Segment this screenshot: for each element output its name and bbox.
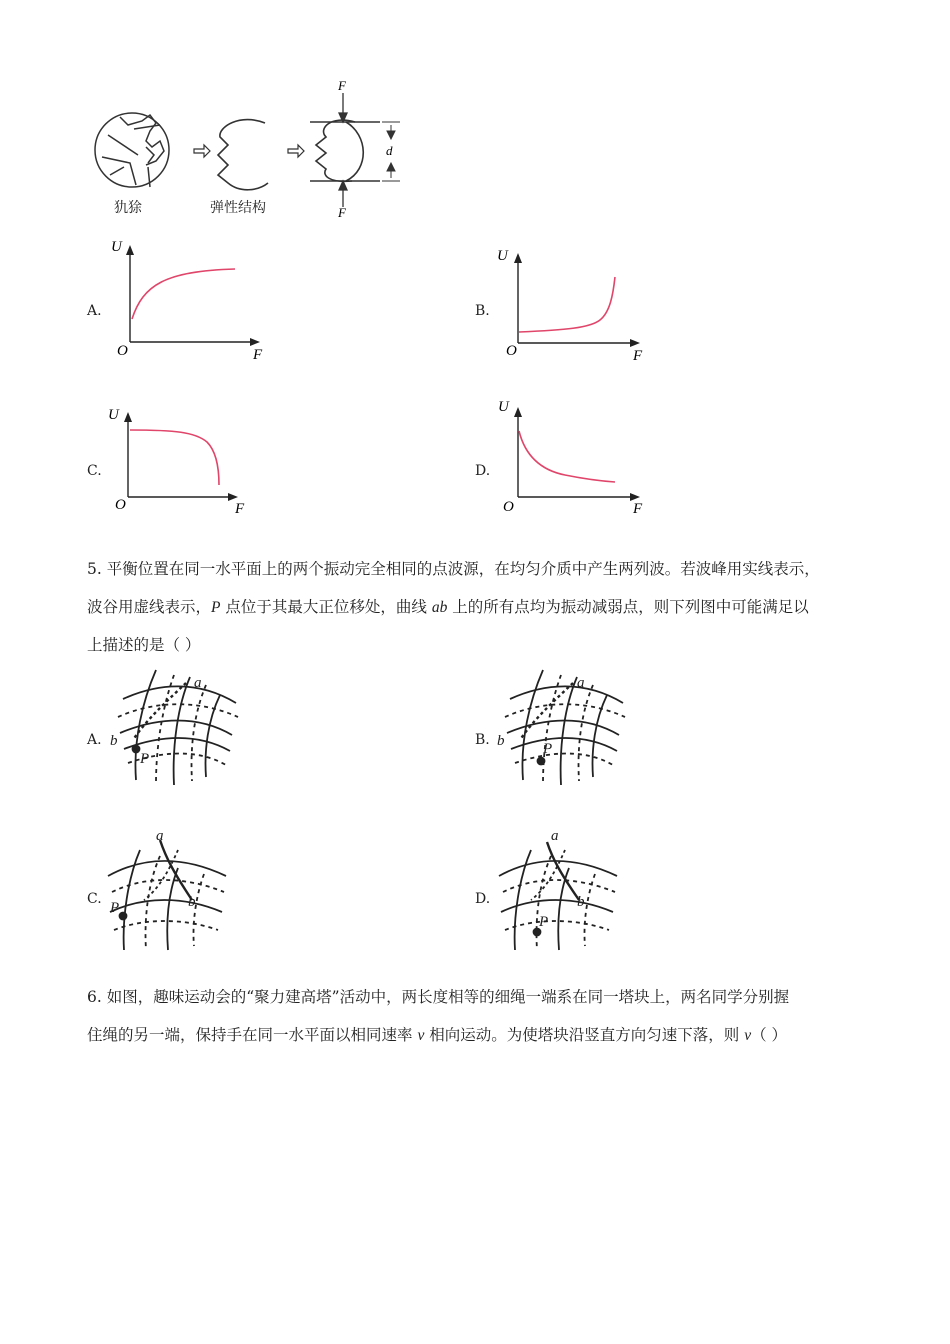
axis-u: U bbox=[497, 248, 508, 264]
point-b: b bbox=[497, 733, 505, 749]
axis-f: F bbox=[235, 501, 245, 517]
point-p: P bbox=[110, 900, 120, 916]
option-b-label: B. bbox=[475, 303, 490, 319]
q5-line1: 5. 平衡位置在同一水平面上的两个振动完全相同的点波源，在均匀介质中产生两列波。若波峰用实线表示， bbox=[87, 560, 820, 578]
q5-line2: 波谷用虚线表示，P 点位于其最大正位移处，曲线 ab 上的所有点均为振动减弱点，则下列图中可能满足以 bbox=[87, 598, 809, 616]
wave-option-a-label: A. bbox=[87, 732, 102, 748]
q6-line1: 6. 如图，趣味运动会的“聚力建高塔”活动中，两长度相等的细绳一端系在同一塔块上，两名同学分别握 bbox=[87, 988, 790, 1006]
origin: O bbox=[115, 497, 126, 513]
point-b: b bbox=[110, 733, 118, 749]
point-p: P bbox=[543, 741, 553, 757]
arrow-right-icon bbox=[194, 145, 210, 157]
dimension-label: d bbox=[386, 143, 393, 158]
graph-option-b bbox=[495, 240, 665, 365]
armadillo-icon bbox=[95, 113, 169, 187]
point-b: b bbox=[188, 894, 196, 910]
point-b: b bbox=[577, 894, 585, 910]
elastic-structure-shape bbox=[218, 120, 268, 190]
axis-f: F bbox=[633, 348, 643, 364]
force-arrows bbox=[339, 93, 347, 207]
axis-f: F bbox=[253, 347, 263, 363]
wave-figure-d bbox=[495, 828, 625, 958]
point-p: P bbox=[539, 914, 549, 930]
arrow-right-icon bbox=[288, 145, 304, 157]
caption-armadillo: 犰狳 bbox=[114, 200, 142, 216]
wave-option-c-label: C. bbox=[87, 891, 102, 907]
origin: O bbox=[117, 343, 128, 359]
point-a: a bbox=[156, 828, 164, 844]
wave-figure-b bbox=[495, 665, 635, 790]
curve-b bbox=[519, 277, 615, 332]
curve-c bbox=[130, 430, 219, 485]
graph-option-a bbox=[105, 235, 275, 365]
graph-option-c bbox=[105, 400, 265, 520]
wave-figure-c bbox=[104, 828, 234, 958]
curve-a bbox=[132, 269, 235, 319]
compressed-structure bbox=[310, 120, 380, 181]
option-c-label: C. bbox=[87, 463, 102, 479]
force-label-bottom: F bbox=[338, 205, 346, 220]
q5-line3: 上描述的是（ ） bbox=[87, 636, 201, 654]
graph-option-d bbox=[495, 395, 665, 520]
axis-u: U bbox=[498, 399, 509, 415]
wave-figure-a bbox=[108, 665, 248, 790]
point-a: a bbox=[577, 675, 585, 691]
point-p: P bbox=[140, 751, 150, 767]
force-label-top: F bbox=[338, 78, 346, 93]
curve-d bbox=[519, 431, 615, 482]
origin: O bbox=[506, 343, 517, 359]
wave-option-d-label: D. bbox=[475, 891, 491, 907]
axis-u: U bbox=[108, 407, 119, 423]
axis-f: F bbox=[633, 501, 643, 517]
origin: O bbox=[503, 499, 514, 515]
point-a: a bbox=[194, 675, 202, 691]
q6-line2: 住绳的另一端，保持手在同一水平面以相同速率 v 相向运动。为使塔块沿竖直方向匀速下落，则 v（ ） bbox=[87, 1026, 788, 1044]
wave-option-b-label: B. bbox=[475, 732, 490, 748]
option-d-label: D. bbox=[475, 463, 491, 479]
point-a: a bbox=[551, 828, 559, 844]
caption-elastic: 弹性结构 bbox=[210, 200, 266, 216]
option-a-label: A. bbox=[87, 303, 102, 319]
axis-u: U bbox=[111, 239, 122, 255]
